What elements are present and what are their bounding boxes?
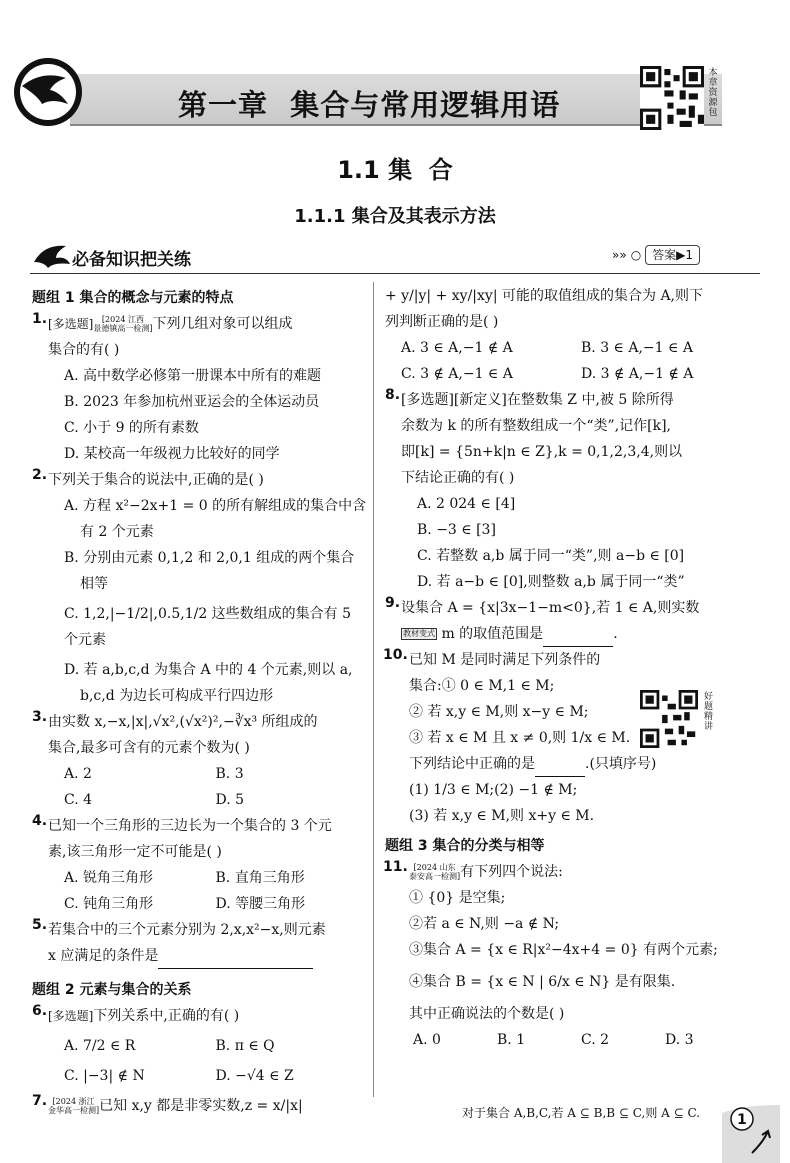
question-3: 3. 由实数 x,−x,|x|,√x²,(√x²)²,−∛x³ 所组成的 集合,最多可含有的元素个数为( ) A. 2 B. 3 C. 4 D. 5 [32, 709, 367, 813]
qr-label: 好题精讲 [703, 692, 713, 732]
question-number: 7. [32, 1093, 48, 1109]
qr-code-icon[interactable] [640, 690, 698, 748]
question-7: 7. [2024 浙江 金华高一检测]已知 x,y 都是非零实数,z = x/|x| [32, 1093, 303, 1115]
qr-label: 本章资源包 [708, 68, 718, 118]
answer-label: 答案▶1 [645, 245, 700, 265]
banner-divider [30, 273, 760, 274]
answer-blank[interactable] [158, 951, 313, 969]
question-number: 10. [383, 647, 408, 663]
option-b[interactable]: B. 直角三角形 [215, 870, 305, 886]
qr-code-icon[interactable] [640, 66, 704, 130]
option-a[interactable]: A. 锐角三角形 [64, 870, 154, 886]
group-heading: 题组 1 集合的概念与元素的特点 [32, 290, 234, 306]
column-divider [373, 282, 374, 1097]
chapter-title: 第一章 集合与常用逻辑用语 [178, 88, 561, 122]
option-b[interactable]: B. 1 [497, 1032, 526, 1048]
option-b[interactable]: B. 分别由元素 0,1,2 和 2,0,1 组成的两个集合 [64, 550, 355, 566]
option-a[interactable]: A. 7/2 ∈ R [64, 1038, 136, 1054]
question-8: 8. [多选题][新定义]在整数集 Z 中,被 5 除所得 余数为 k 的所有整数组成一个“类”,记作[k], 即[k] = {5n+k|n ∈ Z},k = 0,1,2,3,4,则以 下结论正确的有( ) A. 2 024 ∈ [4] B. −3 ∈ [3] C. 若整数 a,b 属于同一“类”,则 a−b ∈ [0] D. 若 a−b ∈ [0],则整数 a,b 属于同一“类” [385, 387, 757, 595]
option-d[interactable]: D. 若 a−b ∈ [0],则整数 a,b 属于同一“类” [417, 574, 685, 590]
option-d[interactable]: D. 5 [215, 792, 245, 808]
eagle-logo-icon [8, 52, 88, 132]
question-number: 5. [32, 917, 48, 933]
question-7-continued: + y/|y| + xy/|xy| 可能的取值组成的集合为 A,则下 [385, 288, 704, 304]
option-a[interactable]: A. 2 024 ∈ [4] [417, 496, 516, 512]
source-tag: [2024 山东 泰安高一检测] [409, 863, 461, 881]
option-d[interactable]: D. 某校高一年级视力比较好的同学 [64, 446, 280, 462]
banner-title: 必备知识把关练 [72, 250, 191, 270]
section-title: 1.1 集 合 [337, 156, 453, 184]
option-b[interactable]: B. 2023 年参加杭州亚运会的全体运动员 [64, 394, 320, 410]
option-c[interactable]: C. 2 [581, 1032, 610, 1048]
option-b[interactable]: B. π ∈ Q [215, 1038, 275, 1054]
source-tag: [2024 江西 景德镇高一检测] [93, 315, 153, 333]
question-number: 3. [32, 709, 48, 725]
answer-blank[interactable] [535, 759, 585, 777]
answer-blank[interactable] [543, 629, 613, 647]
question-11: 11. [2024 山东 泰安高一检测]有下列四个说法: ① {0} 是空集; ②若 a ∈ N,则 −a ∉ N; ③集合 A = {x ∈ R|x²−4x+4 = 0} 有两个元素; ④集合 B = {x ∈ N | 6/x ∈ N} 是有限集. 其中正确说法的个数是( ) A. 0 B. 1 C. 2 D. 3 [385, 859, 757, 1053]
question-2: 2. 下列关于集合的说法中,正确的是( ) A. 方程 x²−2x+1 = 0 的所有解组成的集合中含 有 2 个元素 B. 分别由元素 0,1,2 和 2,0,1 组成的两个集合 相等 C. 1,2,|−1/2|,0.5,1/2 这些数组成的集合有 5 个元素 D. 若 a,b,c,d 为集合 A 中的 4 个元素,则以 a, b,c,d 为边长可构成平行四边形 [32, 467, 367, 704]
question-number: 11. [383, 859, 408, 875]
option-c[interactable]: C. 若整数 a,b 属于同一“类”,则 a−b ∈ [0] [417, 548, 685, 564]
option-c[interactable]: C. 小于 9 的所有素数 [64, 420, 199, 436]
option-d[interactable]: D. 等腰三角形 [215, 896, 306, 912]
question-number: 2. [32, 467, 48, 483]
question-6: 6. [多选题]下列关系中,正确的有( ) A. 7/2 ∈ R B. π ∈ Q C. |−3| ∉ N D. −√4 ∈ Z [32, 1003, 367, 1089]
option-d[interactable]: D. 3 [665, 1032, 694, 1048]
page-number: 1 [737, 1112, 747, 1128]
option-b[interactable]: B. −3 ∈ [3] [417, 522, 496, 538]
option-c[interactable]: C. 钝角三角形 [64, 896, 154, 912]
textbook-variant-badge: 教材变式 [403, 629, 435, 638]
option-a[interactable]: A. 3 ∈ A,−1 ∉ A [401, 340, 513, 356]
option-d[interactable]: D. 若 a,b,c,d 为集合 A 中的 4 个元素,则以 a, [64, 662, 353, 678]
question-number: 4. [32, 813, 48, 829]
question-number: 6. [32, 1003, 48, 1019]
circle-icon: ○ [630, 248, 642, 262]
group-heading: 题组 3 集合的分类与相等 [385, 838, 545, 854]
option-a[interactable]: A. 高中数学必修第一册课本中所有的难题 [64, 368, 322, 384]
section-subtitle: 1.1.1 集合及其表示方法 [294, 206, 496, 227]
option-b[interactable]: B. 3 [215, 766, 244, 782]
option-d[interactable]: D. −√4 ∈ Z [215, 1068, 294, 1084]
option-a[interactable]: A. 0 [413, 1032, 441, 1048]
footer-note: 对于集合 A,B,C,若 A ⊆ B,B ⊆ C,则 A ⊆ C. [462, 1106, 701, 1120]
question-number: 8. [385, 387, 401, 403]
question-tag: [多选题] [48, 1009, 94, 1023]
question-5: 5. 若集合中的三个元素分别为 2,x,x²−x,则元素 x 应满足的条件是 [32, 917, 367, 969]
option-c[interactable]: C. 3 ∉ A,−1 ∈ A [401, 366, 513, 382]
group-heading: 题组 2 元素与集合的关系 [32, 982, 192, 998]
option-c[interactable]: C. |−3| ∉ N [64, 1068, 145, 1084]
question-number: 1. [32, 311, 48, 327]
option-c[interactable]: C. 4 [64, 792, 93, 808]
left-column [32, 283, 367, 1119]
answer-reference[interactable] [612, 245, 700, 265]
option-a[interactable]: A. 方程 x²−2x+1 = 0 的所有解组成的集合中含 [64, 498, 367, 514]
question-number: 9. [385, 595, 401, 611]
option-a[interactable]: A. 2 [64, 766, 92, 782]
question-9: 9. 设集合 A = {x|3x−1−m<0},若 1 ∈ A,则实数 教材变式 m 的取值范围是 . [385, 595, 757, 647]
page-corner-icon [722, 1105, 780, 1163]
option-d[interactable]: D. 3 ∉ A,−1 ∉ A [581, 366, 694, 382]
source-tag: [2024 浙江 金华高一检测] [48, 1097, 100, 1115]
arrows-icon: »» [612, 248, 627, 262]
right-column: + y/|y| + xy/|xy| 可能的取值组成的集合为 A,则下 列判断正确的是( ) A. 3 ∈ A,−1 ∉ A B. 3 ∈ A,−1 ∈ A C. 3 ∉ A,−1 ∈ A D. 3 ∉ A,−1 ∉ A 8. [多选题][新定义]在整数集 Z 中,被 5 除所得 余数为 k 的所有整数组成一个“类”,记作[k], 即[k] = {5n+k|n ∈ Z},k = 0,1,2,3,4,则以 下结论正确的有( ) A. 2 024 ∈ [4] B. −3 ∈ [3] C. 若整数 a,b 属于同一“类”,则 a−b ∈ [0] D. 若 a−b ∈ [0],则整数 a,b 属于同一“类” 9. 设集合 A = {x|3x−1−m<0},若 1 ∈ A,则实数 教材变式 m 的取值范围是 . 10. 已知 M 是同时满足下列条件的 集合:① 0 ∈ M,1 ∈ M; ② 若 x,y ∈ M,则 x−y ∈ M; ③ 若 x ∈ M 且 x ≠ 0,则 1/x ∈ M. 下列结论中正确的是 .(只填序号) (1) 1/3 ∈ M;(2) −1 ∉ M; (3) 若 x,y ∈ M,则 x+y ∈ M. 题组 3 集合的分类与相等 11. [2024 山东 泰安高一检测]有下列四个说法: ① {0} 是空集; ②若 a ∈ N,则 −a ∉ N; ③集合 A = {x ∈ R|x²−4x+4 = 0} 有两个元素; ④集合 B = {x ∈ N | 6/x ∈ N} 是有限集. 其中正确说法的个数是( ) A. 0 B. 1 C. 2 D. 3 [385, 283, 757, 1053]
option-c[interactable]: C. 1,2,|−1/2|,0.5,1/2 这些数组成的集合有 5 个元素 [64, 606, 352, 648]
option-b[interactable]: B. 3 ∈ A,−1 ∈ A [581, 340, 693, 356]
question-1: 1. [多选题] [2024 江西 景德镇高一检测]下列几组对象可以组成 集合的有( ) A. 高中数学必修第一册课本中所有的难题 B. 2023 年参加杭州亚运会的全体运动员 C. 小于 9 的所有素数 D. 某校高一年级视力比较好的同学 [32, 311, 367, 467]
question-tag: [多选题] [48, 317, 94, 331]
question-10: 10. 已知 M 是同时满足下列条件的 集合:① 0 ∈ M,1 ∈ M; ② 若 x,y ∈ M,则 x−y ∈ M; ③ 若 x ∈ M 且 x ≠ 0,则 1/x ∈ M. 下列结论中正确的是 .(只填序号) (1) 1/3 ∈ M;(2) −1 ∉ M; (3) 若 x,y ∈ M,则 x+y ∈ M. [383, 647, 657, 824]
question-4: 4. 已知一个三角形的三边长为一个集合的 3 个元 素,该三角形一定不可能是( ) A. 锐角三角形 B. 直角三角形 C. 钝角三角形 D. 等腰三角形 [32, 813, 367, 917]
